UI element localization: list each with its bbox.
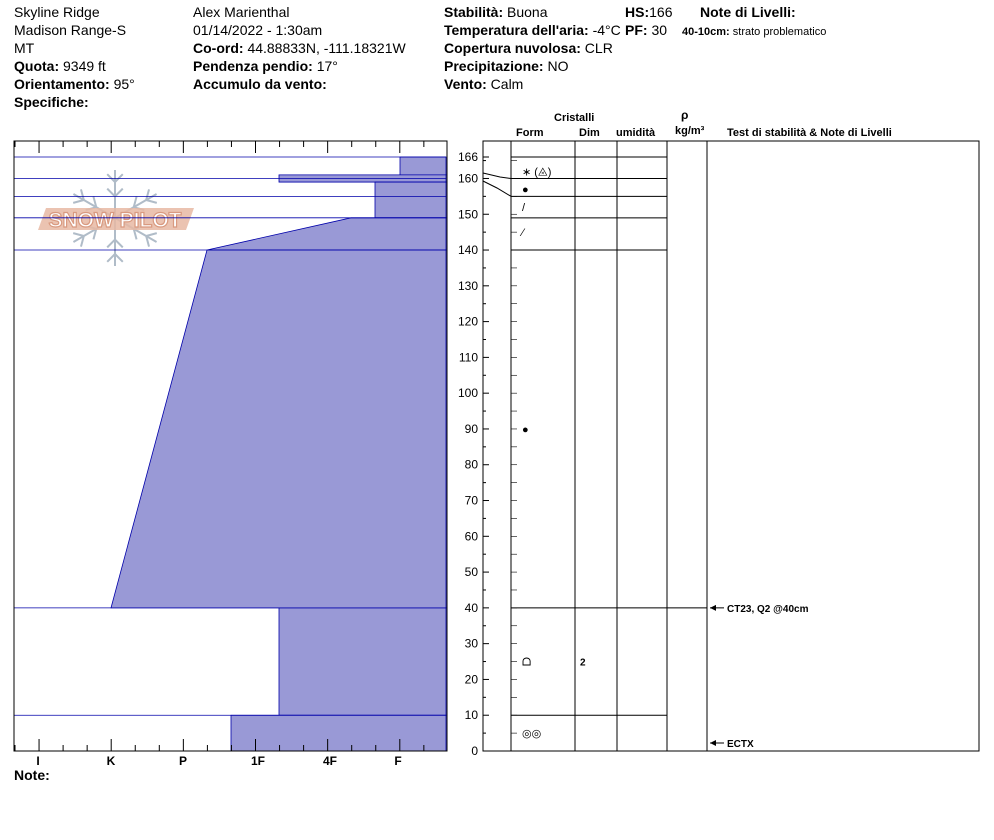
stability-label: Stabilità: bbox=[444, 4, 504, 20]
hardness-layer bbox=[375, 182, 446, 218]
crystal-forms bbox=[519, 166, 586, 740]
height-tick-label: 140 bbox=[457, 243, 478, 258]
pf-label: PF: bbox=[625, 22, 648, 38]
height-tick-label: 166 bbox=[457, 150, 478, 164]
crystal-form: ⁄ bbox=[522, 227, 524, 240]
stability-value: Buona bbox=[507, 4, 548, 20]
layer-connector bbox=[483, 173, 511, 178]
coord-label: Co-ord: bbox=[193, 40, 244, 56]
wind-label: Vento: bbox=[444, 76, 487, 92]
stability-test-label: ECTX bbox=[727, 739, 754, 750]
test-arrow-head bbox=[710, 605, 716, 611]
height-tick-label: 50 bbox=[464, 565, 478, 580]
cloud-label: Copertura nuvolosa: bbox=[444, 40, 581, 56]
height-tick-label: 100 bbox=[457, 386, 478, 401]
air-temp-value: -4°C bbox=[592, 22, 621, 38]
pf-value: 30 bbox=[651, 22, 668, 38]
coord-value: 44.88833N, -111.18321W bbox=[247, 40, 406, 56]
stability-tests bbox=[667, 604, 809, 750]
spec-label: Specifiche: bbox=[14, 94, 89, 110]
col-cristalli: Cristalli bbox=[554, 112, 595, 124]
crystal-table bbox=[483, 141, 979, 751]
hardness-label-f: F bbox=[394, 754, 402, 768]
logo-text: SNOW PILOT bbox=[48, 209, 182, 232]
height-tick-label: 60 bbox=[464, 529, 478, 544]
snowflake-branch bbox=[146, 200, 157, 203]
snowflake-branch bbox=[115, 189, 123, 197]
crystal-form: / bbox=[522, 202, 526, 215]
col-rho-unit: kg/m³ bbox=[675, 125, 705, 137]
test-arrow-head bbox=[710, 740, 716, 746]
footer-note-label: Note: bbox=[14, 767, 50, 783]
col-umidita: umidità bbox=[616, 127, 656, 139]
crystal-size: 2 bbox=[580, 657, 586, 669]
hardness-layer bbox=[400, 157, 446, 175]
hardness-label-i: I bbox=[36, 754, 40, 768]
cloud-value: CLR bbox=[584, 40, 613, 56]
layer-connector bbox=[483, 181, 511, 196]
hardness-layer bbox=[207, 218, 446, 250]
crystal-form: ● bbox=[522, 423, 529, 436]
observer-name: Alex Marienthal bbox=[193, 4, 290, 20]
layer-notes-label: Note di Livelli: bbox=[700, 4, 796, 20]
quota-value: 9349 ft bbox=[63, 58, 106, 74]
snowflake-branch bbox=[107, 189, 115, 197]
hardness-layer bbox=[111, 250, 446, 608]
precip-label: Precipitazione: bbox=[444, 58, 544, 74]
hardness-profile bbox=[14, 157, 446, 751]
height-tick-label: 130 bbox=[457, 278, 478, 293]
snowflake-branch bbox=[107, 254, 115, 262]
height-tick-label: 0 bbox=[471, 744, 478, 758]
col-dim: Dim bbox=[579, 127, 600, 139]
hardness-label-p: P bbox=[178, 754, 188, 768]
snowflake-branch bbox=[73, 233, 84, 236]
location-name: Skyline Ridge bbox=[14, 4, 100, 20]
stability-test-label: CT23, Q2 @40cm bbox=[727, 603, 809, 615]
crystal-form: ◎◎ bbox=[522, 728, 542, 741]
crystal-form: ᗝ bbox=[522, 656, 532, 669]
hardness-axis-labels bbox=[36, 754, 401, 768]
layer-note-text: strato problematico bbox=[732, 26, 827, 38]
height-tick-label: 90 bbox=[464, 421, 478, 436]
height-tick-label: 70 bbox=[464, 493, 478, 508]
snowflake-branch bbox=[146, 233, 157, 236]
hardness-label-1f: 1F bbox=[250, 754, 266, 768]
orient-value: 95° bbox=[113, 76, 135, 92]
hardness-label-4f: 4F bbox=[322, 754, 338, 768]
hardness-layer bbox=[231, 715, 446, 751]
crystal-form: ● bbox=[522, 184, 529, 197]
snowflake-branch bbox=[115, 240, 123, 248]
col-form: Form bbox=[516, 127, 544, 139]
layer-note-depth: 40-10cm: bbox=[682, 26, 730, 38]
wind-value: Calm bbox=[490, 76, 524, 92]
orient-label: Orientamento: bbox=[14, 76, 110, 92]
height-axis bbox=[458, 141, 511, 758]
air-temp-label: Temperatura dell'aria: bbox=[444, 22, 589, 38]
table-frame bbox=[483, 141, 979, 751]
height-tick-label: 110 bbox=[458, 350, 478, 365]
state-name: MT bbox=[14, 40, 35, 56]
slope-value: 17° bbox=[316, 58, 338, 74]
height-tick-label: 150 bbox=[457, 207, 478, 222]
precip-value: NO bbox=[547, 58, 569, 74]
hardness-label-k: K bbox=[106, 754, 116, 768]
height-tick-label: 120 bbox=[457, 314, 478, 329]
col-rho: ρ bbox=[681, 108, 689, 122]
height-tick-label: 80 bbox=[464, 457, 478, 472]
col-tests: Test di stabilità & Note di Livelli bbox=[727, 127, 892, 139]
wind-load-label: Accumulo da vento: bbox=[193, 76, 327, 92]
slope-label: Pendenza pendio: bbox=[193, 58, 313, 74]
height-tick-label: 40 bbox=[464, 600, 478, 615]
height-tick-label: 10 bbox=[464, 708, 478, 723]
observation-datetime: 01/14/2022 - 1:30am bbox=[193, 22, 323, 38]
snowflake-branch bbox=[115, 254, 123, 262]
height-tick-label: 160 bbox=[457, 171, 478, 186]
snowflake-branch bbox=[73, 200, 84, 203]
range-name: Madison Range-S bbox=[14, 22, 127, 38]
quota-label: Quota: bbox=[14, 58, 60, 74]
height-tick-label: 20 bbox=[464, 672, 478, 687]
hs-label: HS: bbox=[625, 4, 650, 20]
hardness-layer bbox=[279, 608, 446, 715]
crystal-form: ∗ (⨻) bbox=[522, 166, 552, 179]
hs-value: 166 bbox=[649, 4, 673, 20]
height-tick-label: 30 bbox=[464, 636, 478, 651]
snowflake-branch bbox=[107, 240, 115, 248]
